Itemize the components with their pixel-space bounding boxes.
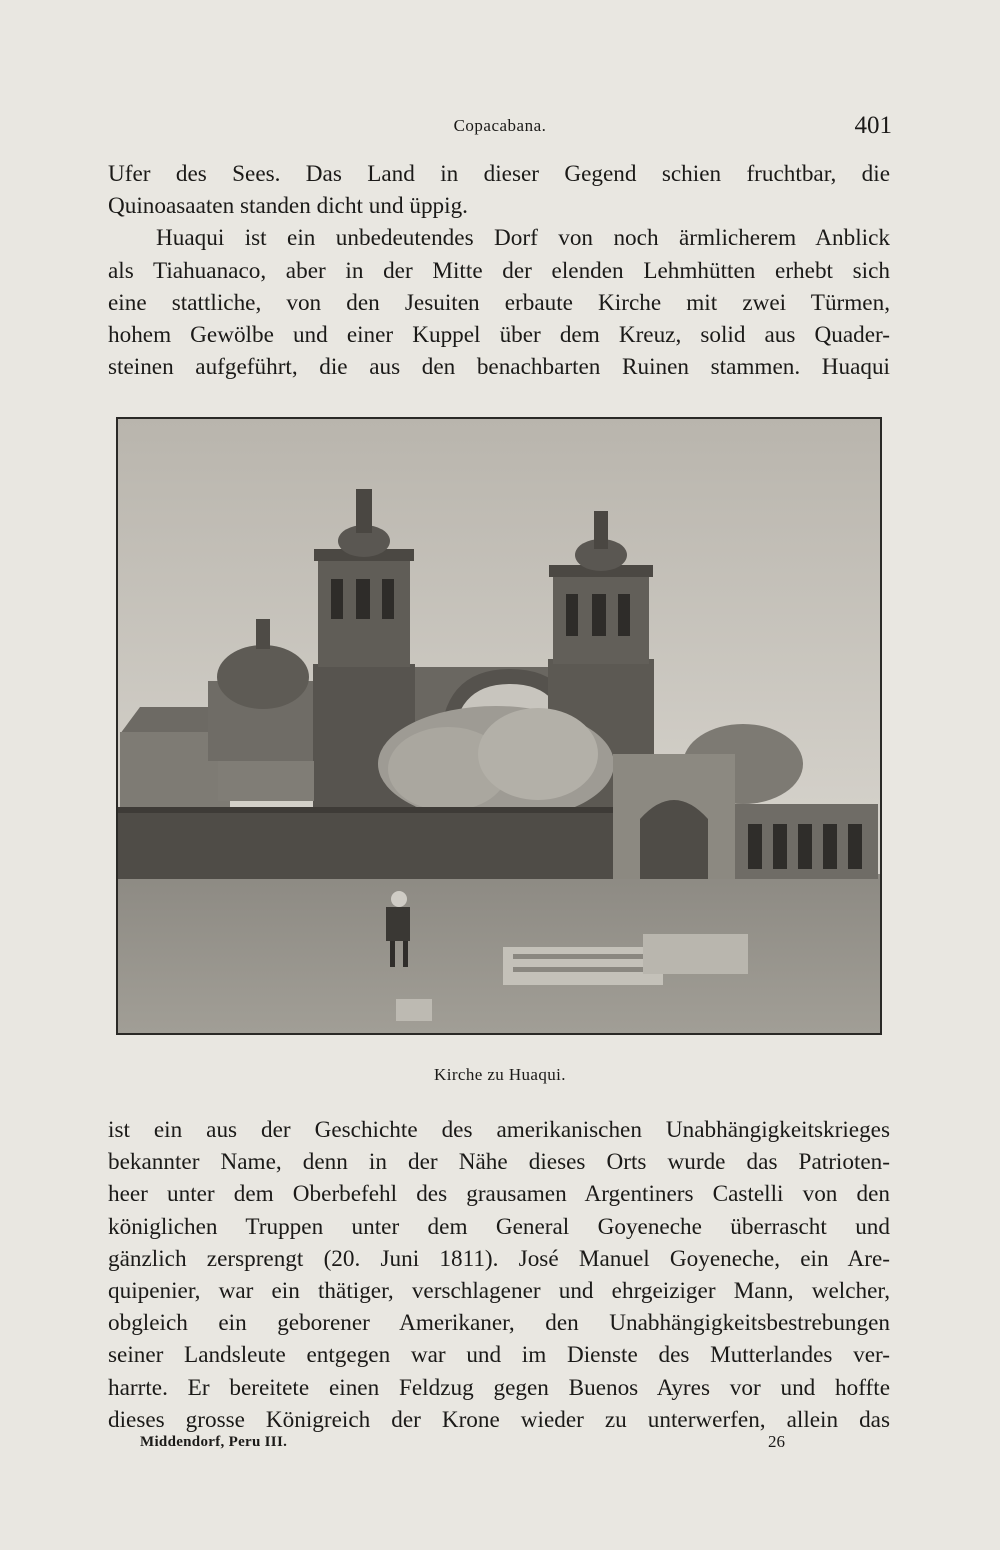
text-line: steinen aufgeführt, die aus den benachbarten Ruinen stammen. Huaqui — [108, 354, 890, 381]
text-line: eine stattliche, von den Jesuiten erbaute Kirche mit zwei Türmen, — [108, 289, 890, 316]
text-line: Ufer des Sees. Das Land in dieser Gegend schien fruchtbar, die — [108, 161, 890, 187]
text-line: obgleich ein geborener Amerikaner, den Unabhängigkeitsbestrebungen — [108, 1310, 890, 1337]
text-line: Quinoasaaten standen dicht und üppig. — [108, 193, 468, 220]
page-number: 401 — [854, 112, 892, 139]
text-line: ist ein aus der Geschichte des amerikanischen Unabhängigkeitskrieges — [108, 1117, 890, 1143]
text-line: als Tiahuanaco, aber in der Mitte der elenden Lehmhütten erhebt sich — [108, 257, 890, 284]
text-line: dieses grosse Königreich der Krone wieder zu unterwerfen, allein das — [108, 1406, 890, 1433]
text-line: heer unter dem Oberbefehl des grausamen Argentiners Castelli von den — [108, 1181, 890, 1208]
text-line: quipenier, war ein thätiger, verschlagener und ehrgeiziger Mann, welcher, — [108, 1277, 890, 1304]
running-title: Copacabana. — [453, 116, 547, 135]
text-line: Huaqui ist ein unbedeutendes Dorf von noch ärmlicherem Anblick — [156, 225, 890, 252]
text-line: harrte. Er bereitete einen Feldzug gegen Buenos Ayres vor und hoffte — [108, 1374, 890, 1401]
text-line: königlichen Truppen unter dem General Goyeneche überrascht und — [108, 1213, 890, 1240]
text-line: seiner Landsleute entgegen war und im Dienste des Mutterlandes ver- — [108, 1342, 890, 1369]
body-text-top — [108, 158, 890, 383]
church-photograph — [116, 417, 882, 1035]
figure-caption: Kirche zu Huaqui. — [434, 1065, 566, 1084]
sheet-number: 26 — [768, 1432, 785, 1451]
text-line: bekannter Name, denn in der Nähe dieses Orts wurde das Patrioten- — [108, 1149, 890, 1176]
text-line: gänzlich zersprengt (20. Juni 1811). José Manuel Goyeneche, ein Are- — [108, 1245, 890, 1272]
body-text-bottom — [108, 1114, 890, 1436]
running-head — [108, 112, 892, 142]
text-line: hohem Gewölbe und einer Kuppel über dem Kreuz, solid aus Quader- — [108, 321, 890, 348]
signature-mark: Middendorf, Peru III. — [140, 1434, 288, 1450]
